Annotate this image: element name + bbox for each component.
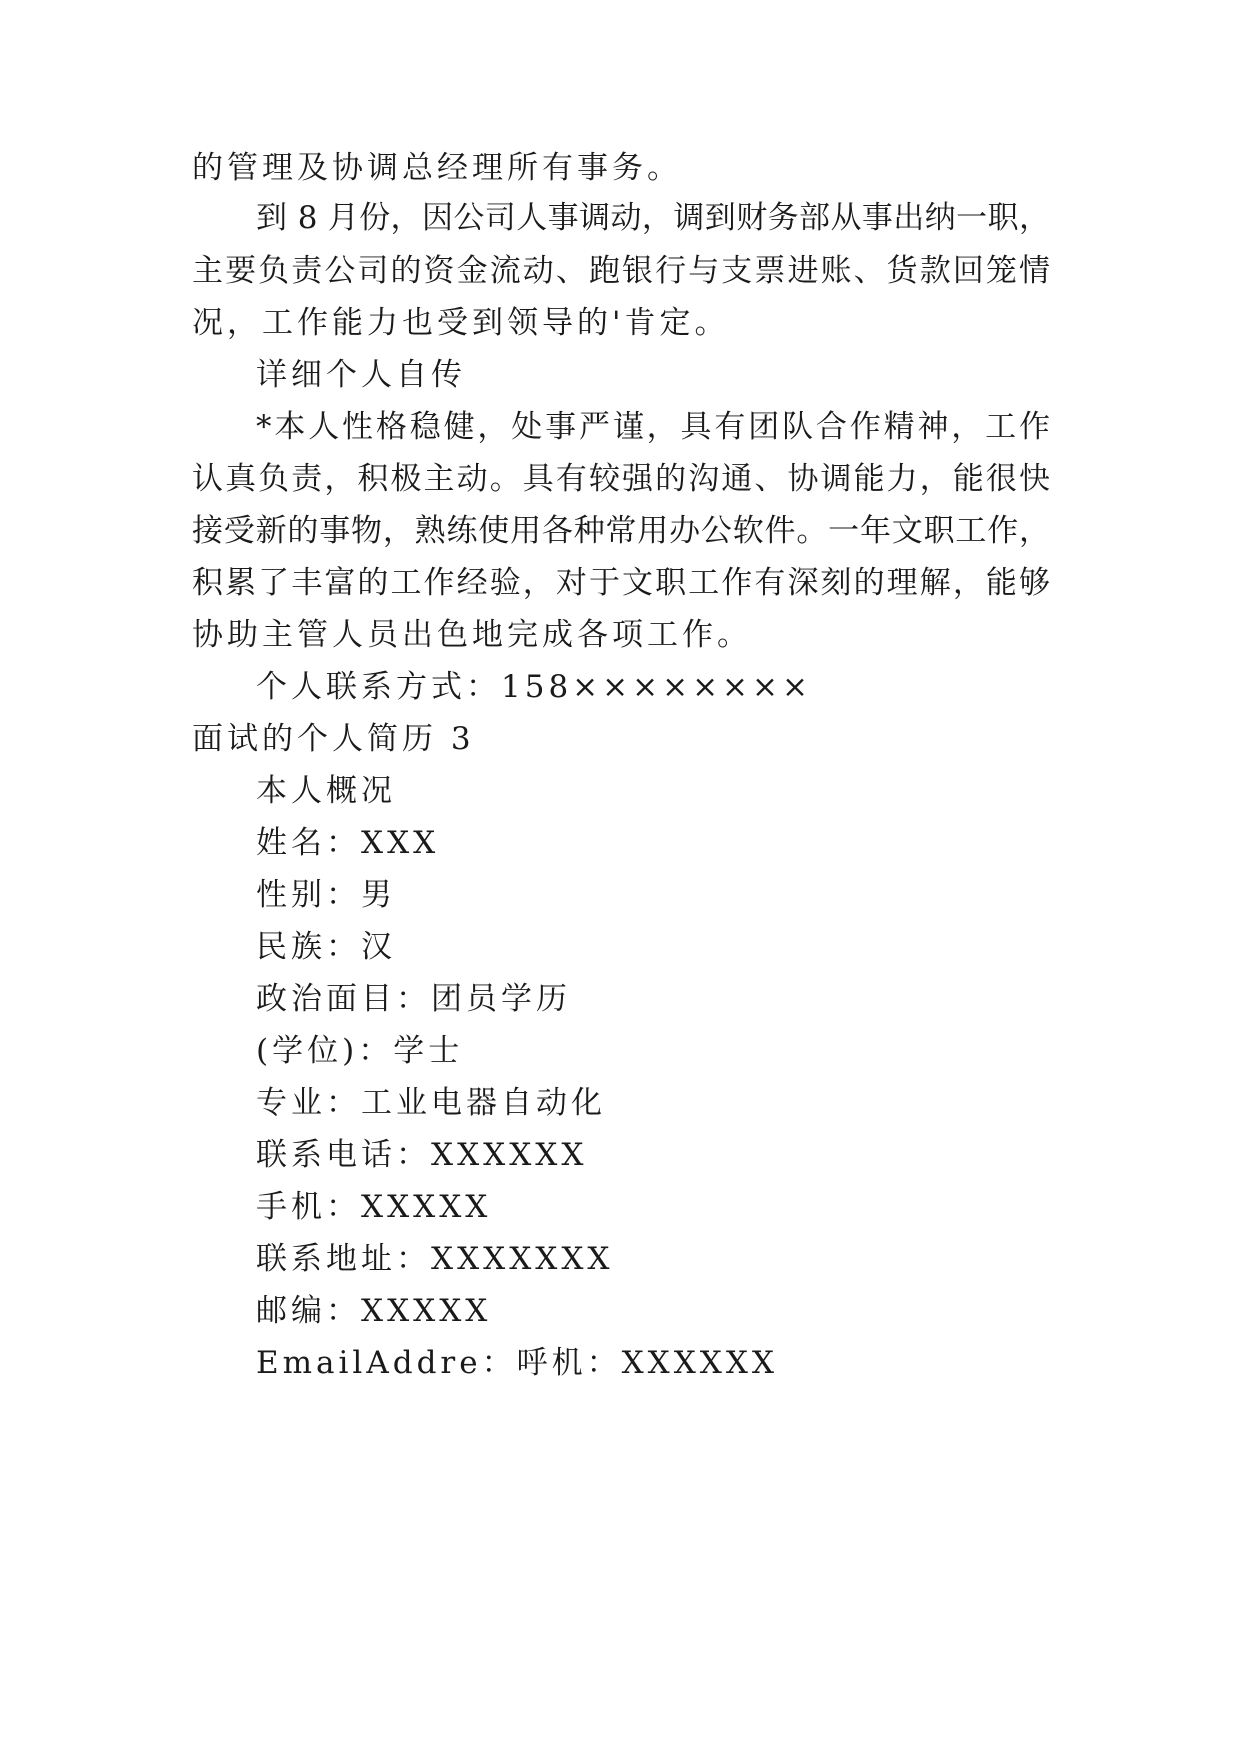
paragraph-line: *本人性格稳健，处事严谨，具有团队合作精神，工作 bbox=[256, 409, 1050, 445]
info-line: EmailAddre：呼机：XXXXXX bbox=[256, 1345, 778, 1381]
info-line: 邮编：XXXXX bbox=[256, 1293, 492, 1329]
info-line: 专业：工业电器自动化 bbox=[256, 1085, 606, 1121]
paragraph-line: 的管理及协调总经理所有事务。 bbox=[192, 150, 682, 186]
info-line: 民族：汉 bbox=[256, 929, 396, 965]
paragraph-line: 主要负责公司的资金流动、跑银行与支票进账、货款回笼情 bbox=[192, 253, 1050, 289]
info-line: 手机：XXXXX bbox=[256, 1189, 492, 1225]
paragraph-line: 到 8 月份，因公司人事调动，调到财务部从事出纳一职， bbox=[256, 200, 1050, 236]
paragraph-line: 认真负责，积极主动。具有较强的沟通、协调能力，能很快 bbox=[192, 461, 1050, 497]
paragraph-line: 协助主管人员出色地完成各项工作。 bbox=[192, 617, 752, 653]
info-line: 政治面目：团员学历 bbox=[256, 981, 571, 1017]
paragraph-line: 积累了丰富的工作经验，对于文职工作有深刻的理解，能够 bbox=[192, 565, 1050, 601]
info-line: 联系地址：XXXXXXX bbox=[256, 1241, 614, 1277]
resume-title: 面试的个人简历 3 bbox=[192, 721, 475, 757]
info-line: 姓名：XXX bbox=[256, 825, 440, 861]
section-heading: 本人概况 bbox=[256, 773, 396, 809]
info-line: 联系电话：XXXXXX bbox=[256, 1137, 588, 1173]
info-line: 性别：男 bbox=[256, 877, 396, 913]
paragraph-line: 接受新的事物，熟练使用各种常用办公软件。一年文职工作， bbox=[192, 513, 1050, 549]
info-line: (学位)：学士 bbox=[256, 1033, 464, 1069]
paragraph-line: 况，工作能力也受到领导的'肯定。 bbox=[192, 305, 730, 341]
section-heading: 详细个人自传 bbox=[256, 357, 466, 393]
contact-line: 个人联系方式：158×××××××× bbox=[256, 669, 812, 705]
